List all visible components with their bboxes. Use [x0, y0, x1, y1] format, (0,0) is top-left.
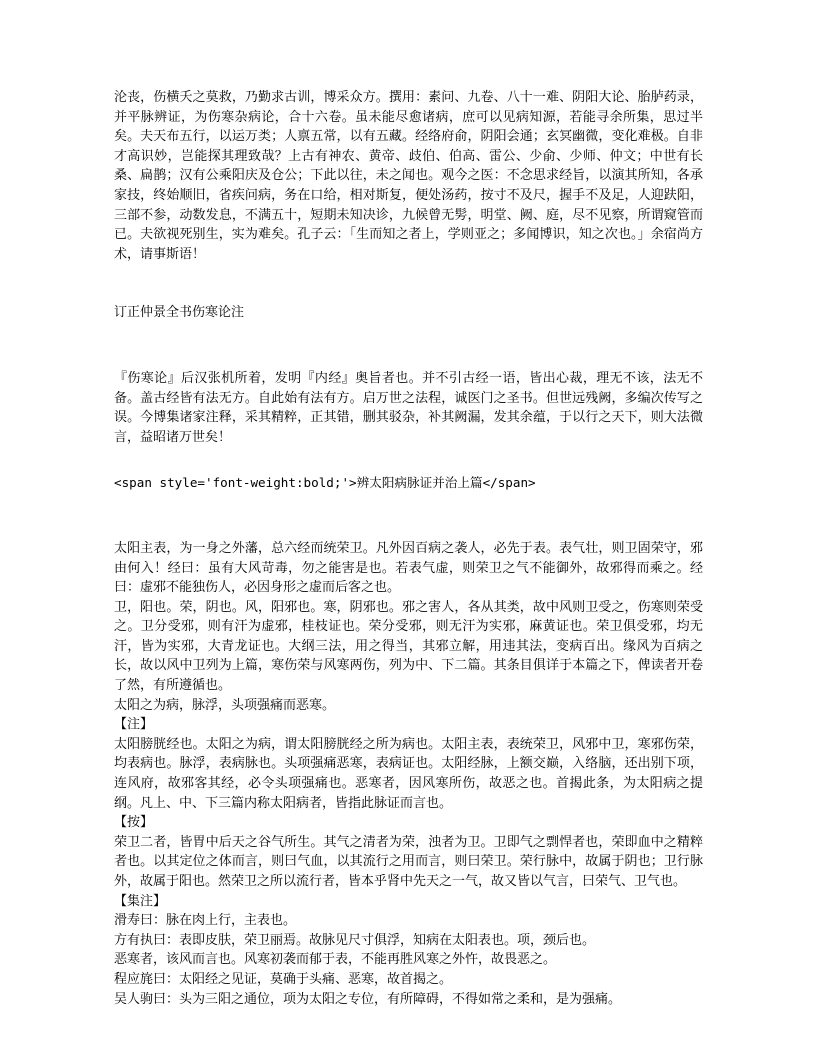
- spacer: [114, 493, 703, 539]
- chapter-paragraph-2: 卫，阳也。荣，阴也。风，阳邪也。寒，阴邪也。邪之害人，各从其类，故中风则卫受之，伤寒则荣受之。卫分受邪，则有汗为虚邪，桂枝证也。荣分受邪，则无汗为实邪，麻黄证也。荣卫俱受邪，均无汗，皆为实邪，大青龙证也。大纲三法，用之得当，其邪立解，用违其法，变病百出。缘风为百病之长，故以风中卫列为上篇，寒伤荣与风寒两伤，列为中、下二篇。其条目俱详于本篇之下，俾读者开卷了然，有所遵循也。: [114, 599, 703, 694]
- spacer: [114, 447, 703, 473]
- intro-paragraph: 『伤寒论』后汉张机所着，发明『内经』奥旨者也。并不引古经一语，皆出心裁，理无不该，法无不备。盖古经皆有法无方。自此始有法有方。启万世之法程，诚医门之圣书。但世远残阙，多编次传写之误。今博集诸家注释，采其精粹，正其错，删其驳杂，补其阙漏，发其余蕴，于以行之天下，则大法微言，益昭诸万世矣！: [114, 370, 703, 445]
- page-text-column: [114, 88, 703, 1009]
- comment-paragraph: 荣卫二者，皆胃中后天之谷气所生。其气之清者为荣，浊者为卫。卫即气之剽悍者也，荣即血中之精粹者也。以其定位之体而言，则曰气血，以其流行之用而言，则曰荣卫。荣行脉中，故属于阴也；卫行脉外，故属于阳也。然荣卫之所以流行者，皆本乎肾中先天之一气，故又皆以气言，曰荣气、卫气也。: [114, 834, 703, 889]
- spacer: [114, 264, 703, 303]
- collected-note-entry: 方有执曰：表即皮肤，荣卫丽焉。故脉见尺寸俱浮，知病在太阳表也。项，颈后也。: [114, 932, 596, 948]
- chapter-paragraph-1: 太阳主表，为一身之外藩，总六经而统荣卫。凡外因百病之袭人，必先于表。表气壮，则卫固荣守，邪由何入！经曰：虽有大风苛毒，勿之能害是也。若表气虚，则荣卫之气不能御外，故邪得而乘之。经曰：虚邪不能独伤人，必因身形之虚而后客之也。: [114, 540, 703, 596]
- collected-note-entry: 程应旄曰：太阳经之见证，莫确于头痛、恶寒，故首揭之。: [114, 971, 453, 987]
- notes-paragraph: 太阳膀胱经也。太阳之为病，谓太阳膀胱经之所为病也。太阳主表，表统荣卫，风邪中卫，寒邪伤荣，均表病也。脉浮，表病脉也。头项强痛恶寒，表病证也。太阳经脉，上额交巅，入络脑，还出别下项，连风府，故邪客其经，必令头项强痛也。恶寒者，因风寒所伤，故恶之也。首揭此条，为太阳病之提纲。凡上、中、下三篇内称太阳病者，皆指此脉证而言也。: [114, 736, 703, 811]
- section-marker-jizhu: 【集注】: [114, 893, 167, 909]
- raw-html-span-markup-line: <span style='font-weight:bold;'>辨太阳病脉证并治上篇</span>: [114, 475, 536, 491]
- chapter-clause: 太阳之为病，脉浮，头项强痛而恶寒。: [114, 697, 336, 713]
- section-marker-zhu: 【注】: [114, 717, 154, 733]
- collected-note-entry: 吴人驹曰：头为三阳之通位，项为太阳之专位，有所障碍，不得如常之柔和，是为强痛。: [114, 991, 622, 1007]
- section-marker-an: 【按】: [114, 815, 154, 831]
- page-title: 订正仲景全书伤寒论注: [114, 305, 245, 321]
- collected-note-entry: 滑寿曰：脉在肉上行，主表也。: [114, 913, 297, 929]
- preface-paragraph: 沦丧，伤横夭之莫救，乃勤求古训，博采众方。撰用：素问、九卷、八十一难、阴阳大论、胎胪药录，并平脉辨证，为伤寒杂病论，合十六卷。虽未能尽愈诸病，庶可以见病知源，若能寻余所集，思过半矣。夫天布五行，以运万类；人禀五常，以有五藏。经络府俞，阴阳会通；玄冥幽微，变化难极。自非才高识妙，岂能探其理致哉？上古有神农、黄帝、歧伯、伯高、雷公、少俞、少师、仲文；中世有长桑、扁鹊；汉有公乘阳庆及仓公；下此以往，未之闻也。观今之医：不念思求经旨，以演其所知，各承家技，终始顺旧，省疾问病，务在口给，相对斯复，便处汤药，按寸不及尺，握手不及足，人迎趺阳，三部不参，动数发息，不满五十，短期未知决诊，九候曾无髣，明堂、阙、庭，尽不见察，所谓窥管而已。夫欲视死别生，实为难矣。孔子云：「生而知之者上，学则亚之；多闻博识，知之次也。」余宿尚方术，请事斯语！: [114, 90, 703, 262]
- collected-note-entry: 恶寒者，该风而言也。风寒初袭而郁于表，不能再胜风寒之外忤，故畏恶之。: [114, 952, 557, 968]
- spacer: [114, 323, 703, 369]
